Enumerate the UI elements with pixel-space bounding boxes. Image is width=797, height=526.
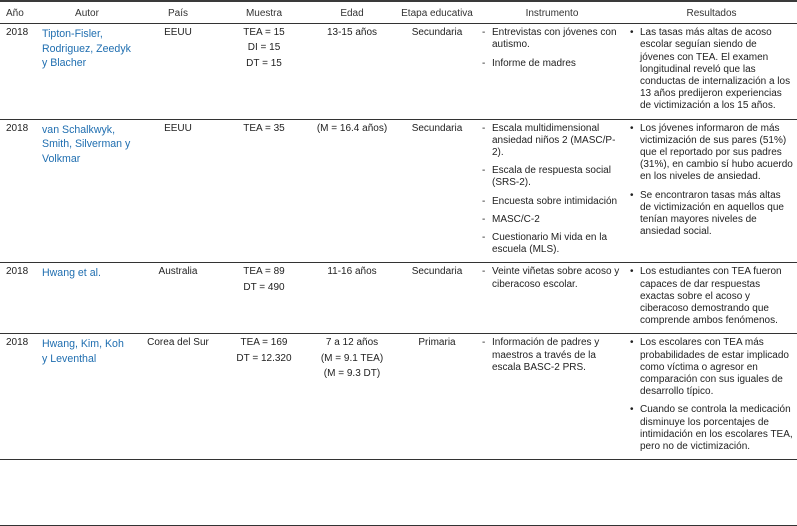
- instrument-list: [482, 123, 622, 257]
- year-cell: 2018: [0, 24, 38, 119]
- results-cell: [626, 263, 797, 334]
- header-sample: Muestra: [220, 6, 308, 24]
- header-instrument: Instrumento: [478, 6, 626, 24]
- result-item: • Se encontraron tasas más altas de victimización en aquellos que tenían mayores niveles de ansiedad social.: [630, 190, 793, 239]
- instrument-list: [482, 266, 622, 290]
- age-line: (M = 9.1 TEA): [320, 352, 384, 364]
- age-line: 13-15 años: [326, 27, 378, 39]
- result-item: • Los estudiantes con TEA fueron capaces de dar respuestas exactas sobre el acoso y ciberacoso demostrando que comprende ambos fenómenos.: [630, 266, 793, 327]
- result-item: • Los escolares con TEA más probabilidades de estar implicado como víctima o agresor en comparación con sus iguales de desarrollo típico.: [630, 337, 793, 398]
- stage-cell: Secundaria: [396, 24, 478, 119]
- results-cell: [626, 334, 797, 460]
- sample-cell: [220, 24, 308, 119]
- age-cell: [308, 263, 396, 334]
- results-list: [630, 123, 793, 239]
- sample-line: TEA = 35: [243, 122, 285, 134]
- studies-table: [0, 6, 797, 460]
- instrument-item: - Escala de respuesta social (SRS-2).: [482, 165, 622, 189]
- sample-line: TEA = 15: [243, 27, 285, 39]
- age-cell: [308, 119, 396, 263]
- result-item: • Cuando se controla la medicación disminuye los porcentajes de intimidación en los escolares TEA, pero no de victimización.: [630, 404, 793, 453]
- age-line: 7 a 12 años: [325, 337, 379, 349]
- results-list: [630, 27, 793, 112]
- age-cell: [308, 334, 396, 460]
- instrument-item: - Información de padres y maestros a través de la escala BASC-2 PRS.: [482, 337, 622, 374]
- instrument-cell: [478, 119, 626, 263]
- top-rule: [0, 0, 797, 2]
- instrument-item: - MASC/C-2: [482, 214, 622, 226]
- author-cell: Tipton-Fisler, Rodriguez, Zeedyk y Blacher: [38, 24, 136, 119]
- header-results: Resultados: [626, 6, 797, 24]
- year-cell: 2018: [0, 263, 38, 334]
- instrument-item: - Escala multidimensional ansiedad niños 2 (MASC/P-2).: [482, 123, 622, 160]
- instrument-item: - Entrevistas con jóvenes con autismo.: [482, 27, 622, 51]
- author-cell: Hwang, Kim, Koh y Leventhal: [38, 334, 136, 460]
- result-item: • Las tasas más altas de acoso escolar seguían siendo de jóvenes con TEA. El examen longitudinal reveló que las conductas de internalización a los 13 años predijeron experiencias de victimización a los 15 años.: [630, 27, 793, 112]
- header-row: [0, 6, 797, 24]
- age-line: (M = 16.4 años): [316, 122, 388, 134]
- table-row: [0, 24, 797, 119]
- results-list: [630, 337, 793, 453]
- age-line: (M = 9.3 DT): [323, 367, 381, 379]
- stage-cell: Primaria: [396, 334, 478, 460]
- results-cell: [626, 24, 797, 119]
- country-cell: EEUU: [136, 119, 220, 263]
- results-cell: [626, 119, 797, 263]
- instrument-cell: [478, 263, 626, 334]
- sample-cell: [220, 334, 308, 460]
- header-stage: Etapa educativa: [396, 6, 478, 24]
- header-year: Año: [0, 6, 38, 24]
- instrument-item: - Encuesta sobre intimidación: [482, 196, 622, 208]
- stage-cell: Secundaria: [396, 263, 478, 334]
- sample-cell: [220, 119, 308, 263]
- country-cell: EEUU: [136, 24, 220, 119]
- instrument-item: - Informe de madres: [482, 58, 622, 70]
- header-country: País: [136, 6, 220, 24]
- year-cell: 2018: [0, 334, 38, 460]
- stage-cell: Secundaria: [396, 119, 478, 263]
- instrument-cell: [478, 24, 626, 119]
- table-row: [0, 334, 797, 460]
- instrument-cell: [478, 334, 626, 460]
- header-author: Autor: [38, 6, 136, 24]
- age-line: 11-16 años: [327, 266, 377, 278]
- year-cell: 2018: [0, 119, 38, 263]
- sample-cell: [220, 263, 308, 334]
- country-cell: Australia: [136, 263, 220, 334]
- country-cell: Corea del Sur: [136, 334, 220, 460]
- table-row: [0, 119, 797, 263]
- result-item: • Los jóvenes informaron de más victimización de sus pares (51%) que el reportado por sus padres (31%), en cambio sí hubo acuerdo en los niveles de ansiedad.: [630, 123, 793, 184]
- sample-line: TEA = 169: [240, 337, 288, 349]
- instrument-item: - Veinte viñetas sobre acoso y ciberacoso escolar.: [482, 266, 622, 290]
- sample-line: DT = 15: [246, 57, 282, 69]
- sample-line: DT = 12.320: [236, 352, 292, 364]
- sample-line: TEA = 89: [243, 266, 285, 278]
- author-cell: van Schalkwyk, Smith, Silverman y Volkmar: [38, 119, 136, 263]
- table-row: [0, 263, 797, 334]
- results-list: [630, 266, 793, 327]
- header-age: Edad: [308, 6, 396, 24]
- sample-line: DT = 490: [243, 281, 285, 293]
- age-cell: [308, 24, 396, 119]
- instrument-list: [482, 337, 622, 374]
- sample-line: DI = 15: [247, 42, 281, 54]
- author-cell: Hwang et al.: [38, 263, 136, 334]
- instrument-item: - Cuestionario Mi vida en la escuela (MLS).: [482, 232, 622, 256]
- instrument-list: [482, 27, 622, 70]
